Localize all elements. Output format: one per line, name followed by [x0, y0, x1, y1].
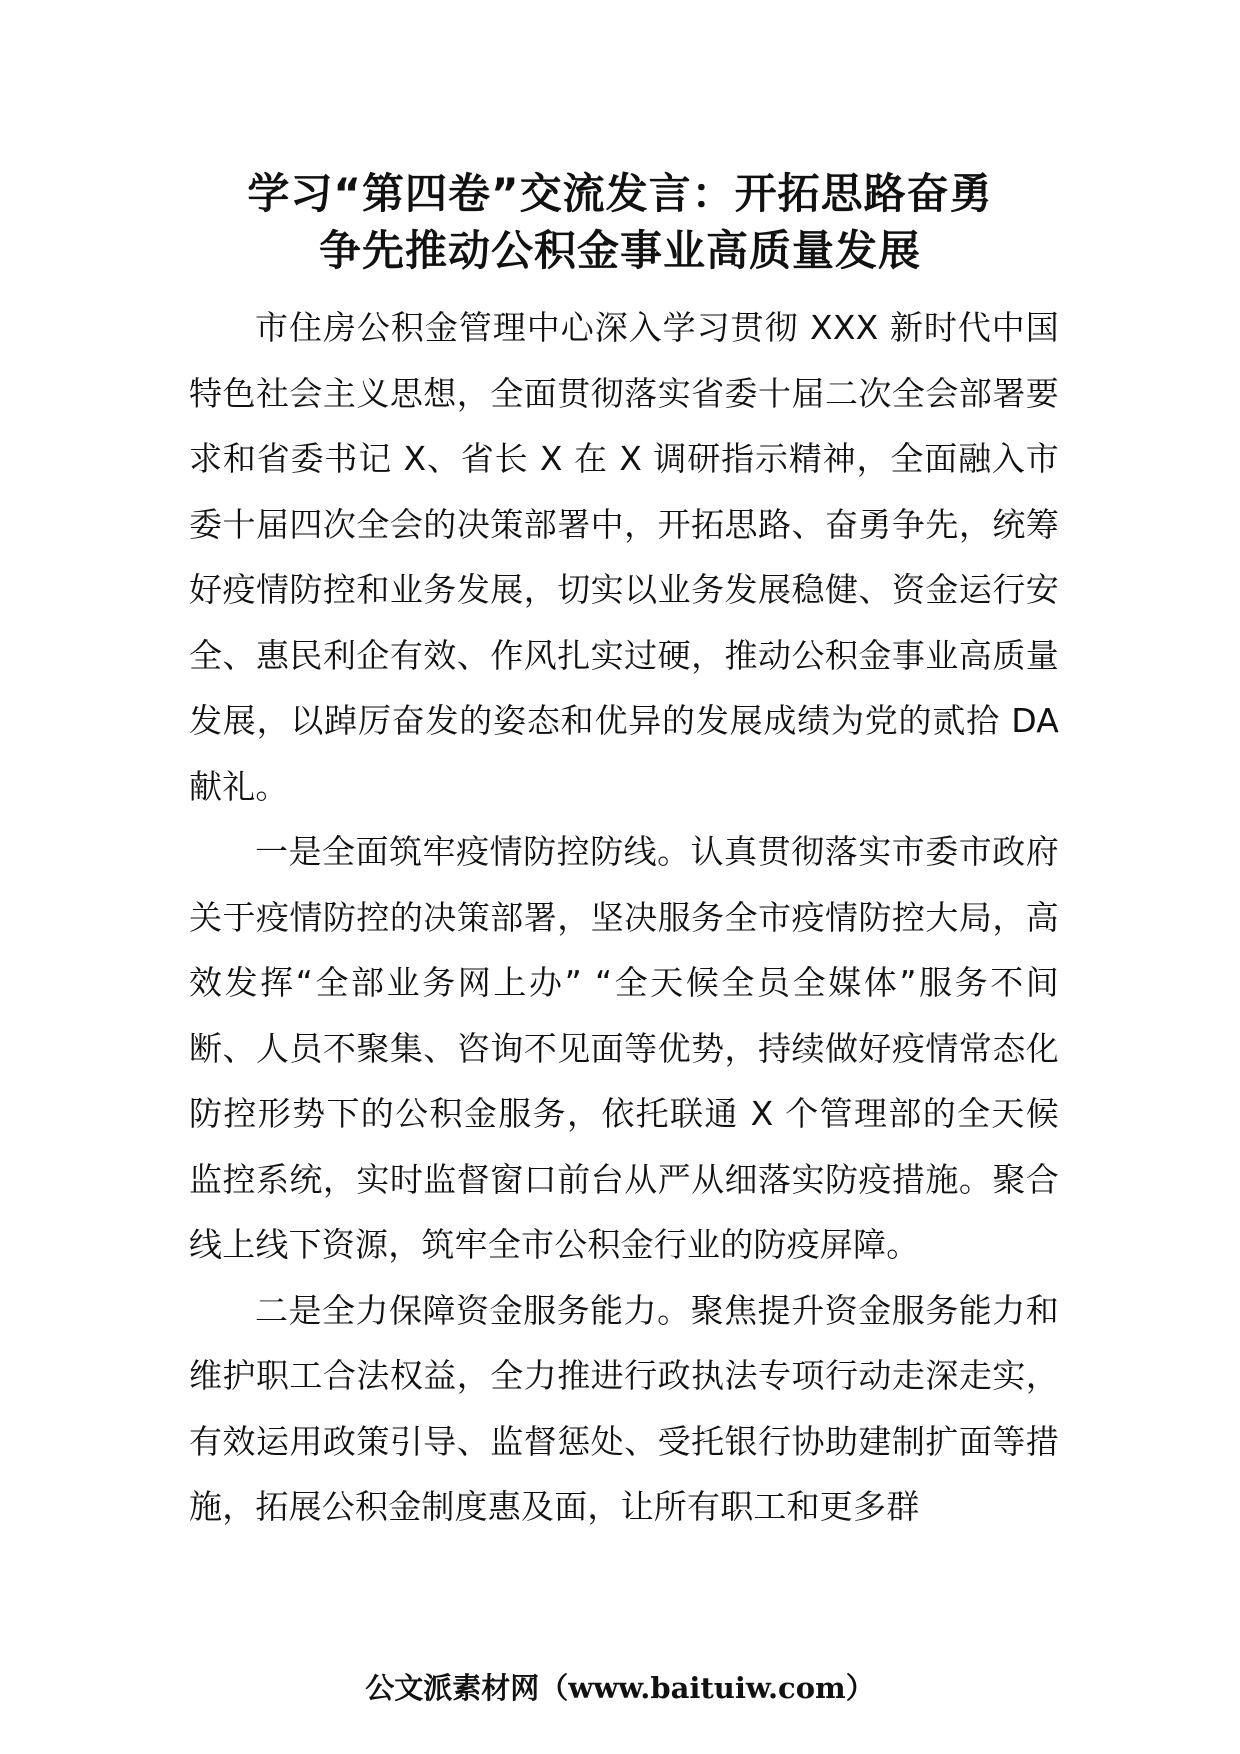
title-line-1: 学习“第四卷”交流发言：开拓思路奋勇	[247, 169, 993, 218]
document-title	[170, 165, 1070, 279]
paragraph-epidemic-prevention: 一是全面筑牢疫情防控防线。认真贯彻落实市委市政府关于疫情防控的决策部署，坚决服务全市疫情防控大局，高效发挥“全部业务网上办” “全天候全员全媒体”服务不间断、人员不聚集、咨询不见面等优势，持续做好疫情常态化防控形势下的公积金服务，依托联通 X 个管理部的全天候监控系统，实时监督窗口前台从严从细落实防疫措施。聚合线上线下资源，筑牢全市公积金行业的防疫屏障。	[189, 832, 1059, 1264]
footer-watermark: 公文派素材网（www.baituiw.com）	[365, 1671, 875, 1705]
paragraph-fund-service: 二是全力保障资金服务能力。聚焦提升资金服务能力和维护职工合法权益，全力推进行政执法专项行动走深走实，有效运用政策引导、监督惩处、受托银行协助建制扩面等措施，拓展公积金制度惠及面，让所有职工和更多群	[189, 1290, 1059, 1526]
paragraph-intro: 市住房公积金管理中心深入学习贯彻 XXX 新时代中国特色社会主义思想，全面贯彻落实省委十届二次全会部署要求和省委书记 X、省长 X 在 X 调研指示精神，全面融入市委十届四次全会的决策部署中，开拓思路、奋勇争先，统筹好疫情防控和业务发展，切实以业务发展稳健、资金运行安全、惠民利企有效、作风扎实过硬，推动公积金事业高质量发展，以踔厉奋发的姿态和优异的发展成绩为党的贰拾 DA 献礼。	[189, 308, 1059, 806]
document-body	[189, 295, 1059, 1540]
title-line-2: 争先推动公积金事业高质量发展	[318, 226, 921, 275]
